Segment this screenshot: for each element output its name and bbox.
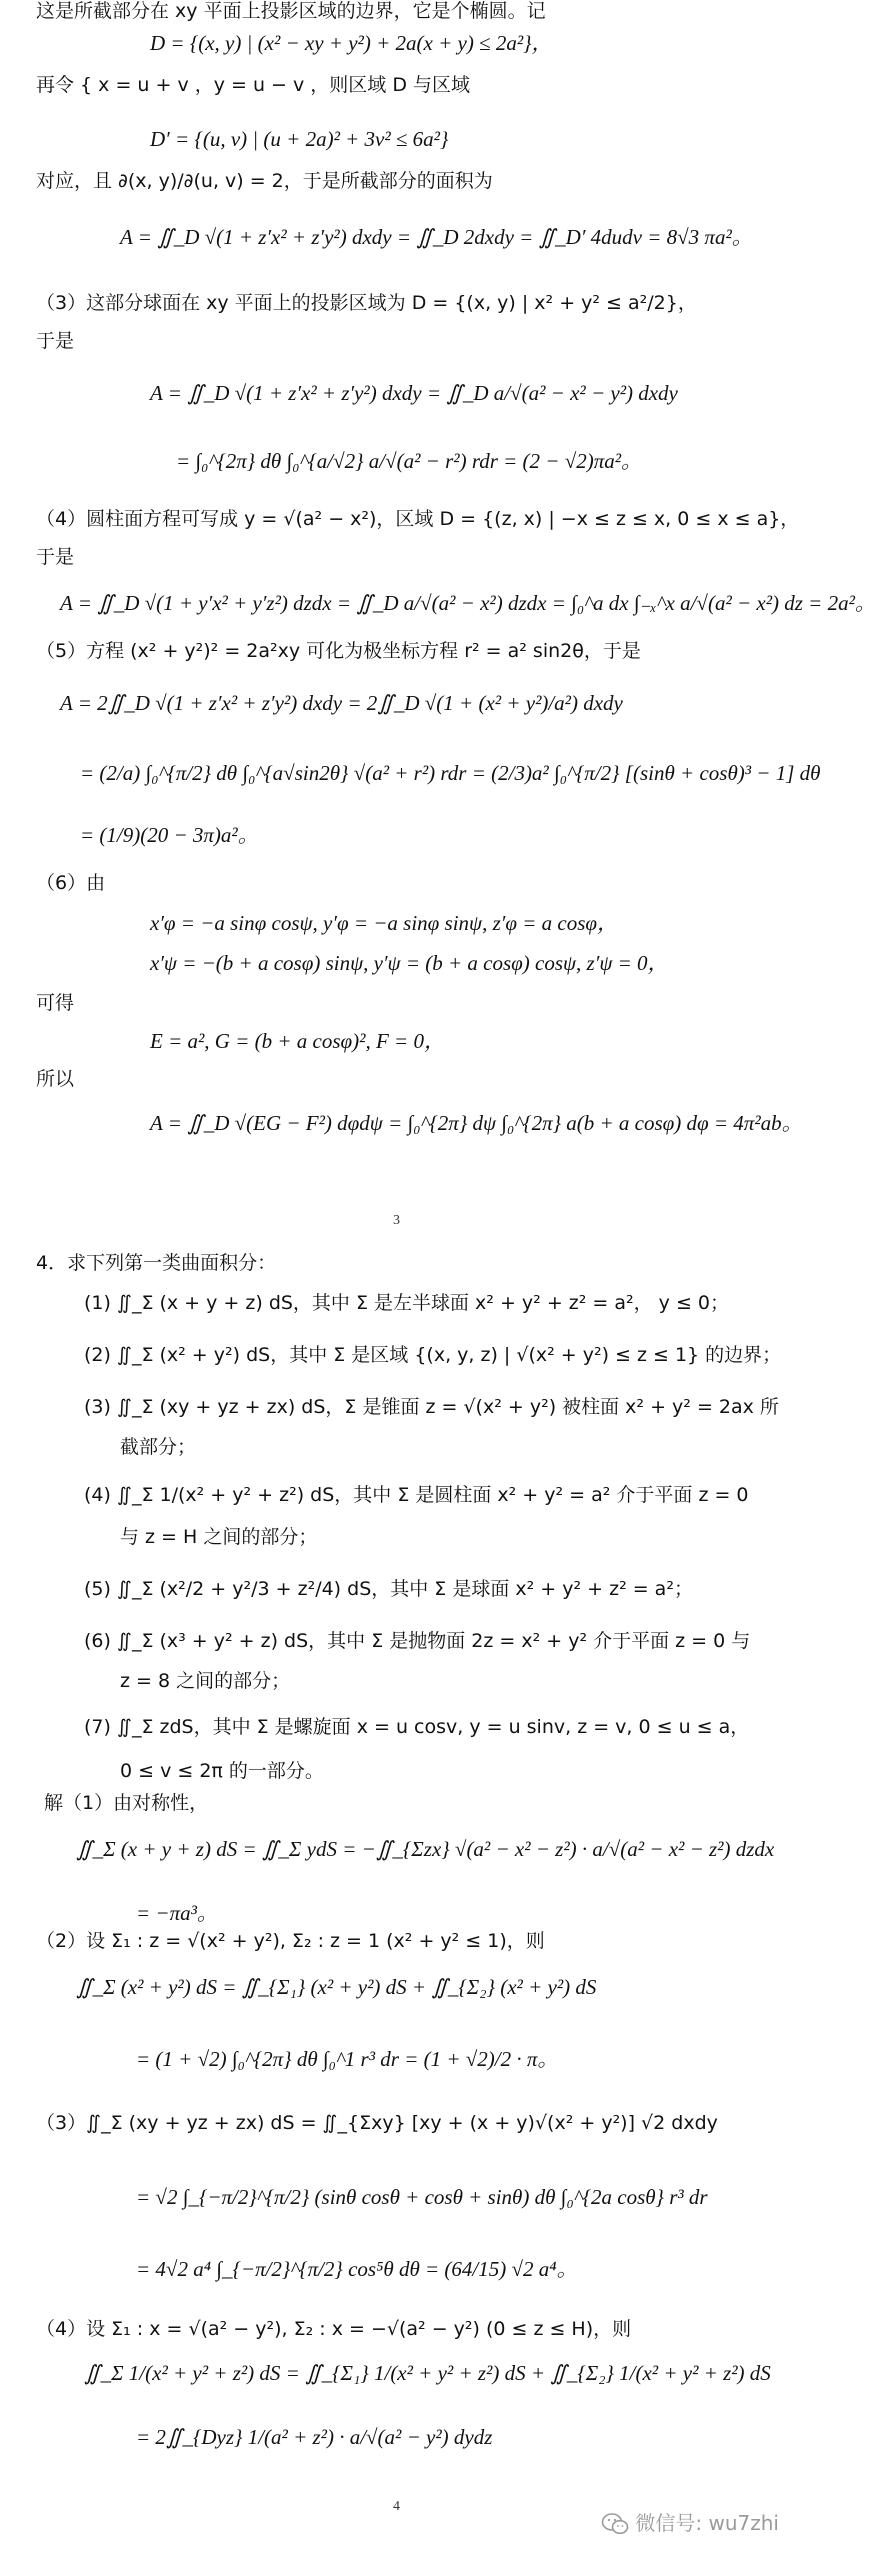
watermark-text: 微信号: wu7zhi: [635, 2511, 779, 2535]
page-number: 3: [393, 1213, 400, 1228]
text-line: = 4√2 a⁴ ∫_{−π/2}^{π/2} cos⁵θ dθ = (64/15) √2 a⁴。: [136, 2257, 578, 2281]
text-line: 这是所截部分在 xy 平面上投影区域的边界，它是个椭圆。记: [36, 0, 546, 22]
text-line: 0 ≤ v ≤ 2π 的一部分。: [120, 1760, 324, 1782]
text-line: D = {(x, y) | (x² − xy + y²) + 2a(x + y) ≤ 2a²}，: [150, 31, 553, 55]
text-line: x′ψ = −(b + a cosφ) sinψ, y′ψ = (b + a cosφ) cosψ, z′ψ = 0，: [150, 951, 669, 975]
text-line: （5）方程 (x² + y²)² = 2a²xy 可化为极坐标方程 r² = a² sin2θ，于是: [36, 640, 641, 662]
text-line: = (1 + √2) ∫₀^{2π} dθ ∫₀^1 r³ dr = (1 + √2)/2 · π。: [136, 2047, 559, 2071]
text-line: （3）这部分球面在 xy 平面上的投影区域为 D = {(x, y) | x² + y² ≤ a²/2}，: [36, 292, 697, 314]
text-line: （4）设 Σ₁ : x = √(a² − y²), Σ₂ : x = −√(a² − y²) (0 ≤ z ≤ H)，则: [36, 2318, 632, 2340]
text-line: 所以: [36, 1068, 75, 1090]
text-line: = (2/a) ∫₀^{π/2} dθ ∫₀^{a√sin2θ} √(a² + r²) rdr = (2/3)a² ∫₀^{π/2} [(sinθ + cosθ)³ − 1] dθ: [80, 761, 821, 785]
text-line: ∬_Σ (x + y + z) dS = ∬_Σ ydS = −∬_{Σzx} √(a² − x² − z²) · a/√(a² − x² − z²) dzdx: [76, 1837, 775, 1861]
text-line: 截部分；: [120, 1436, 197, 1458]
text-line: (2) ∬_Σ (x² + y²) dS，其中 Σ 是区域 {(x, y, z) | √(x² + y²) ≤ z ≤ 1} 的边界；: [84, 1344, 782, 1366]
text-line: 于是: [36, 330, 75, 352]
text-line: = √2 ∫_{−π/2}^{π/2} (sinθ cosθ + cosθ + sinθ) dθ ∫₀^{2a cosθ} r³ dr: [136, 2185, 708, 2209]
text-line: （3）∬_Σ (xy + yz + zx) dS = ∬_{Σxy} [xy + (x + y)√(x² + y²)] √2 dxdy: [36, 2112, 718, 2134]
wechat-icon: [601, 2512, 629, 2536]
text-line: 解（1）由对称性，: [44, 1792, 209, 1814]
text-line: E = a², G = (b + a cosφ)², F = 0，: [150, 1029, 445, 1053]
page-number: 4: [393, 2499, 400, 2514]
text-line: 可得: [36, 992, 75, 1014]
text-line: (5) ∬_Σ (x²/2 + y²/3 + z²/4) dS，其中 Σ 是球面 x² + y² + z² = a²；: [84, 1578, 693, 1600]
text-line: = (1/9)(20 − 3π)a²。: [80, 823, 259, 847]
text-line: (4) ∬_Σ 1/(x² + y² + z²) dS，其中 Σ 是圆柱面 x² + y² = a² 介于平面 z = 0: [84, 1484, 749, 1506]
text-line: ∬_Σ 1/(x² + y² + z²) dS = ∬_{Σ₁} 1/(x² + y² + z²) dS + ∬_{Σ₂} 1/(x² + y² + z²) dS: [84, 2361, 771, 2385]
text-line: A = ∬_D √(EG − F²) dφdψ = ∫₀^{2π} dψ ∫₀^{2π} a(b + a cosφ) dφ = 4π²ab。: [150, 1111, 803, 1135]
text-line: = 2∬_{Dyz} 1/(a² + z²) · a/√(a² − y²) dydz: [136, 2425, 493, 2449]
text-line: A = ∬_D √(1 + z′x² + z′y²) dxdy = ∬_D a/√(a² − x² − y²) dxdy: [150, 381, 678, 405]
text-line: A = ∬_D √(1 + z′x² + z′y²) dxdy = ∬_D 2dxdy = ∬_D′ 4dudv = 8√3 πa²。: [120, 225, 753, 249]
text-line: z = 8 之间的部分；: [120, 1670, 291, 1692]
text-line: （2）设 Σ₁ : z = √(x² + y²), Σ₂ : z = 1 (x² + y² ≤ 1)，则: [36, 1930, 545, 1952]
text-line: 4．求下列第一类曲面积分：: [36, 1252, 277, 1274]
text-line: = ∫₀^{2π} dθ ∫₀^{a/√2} a/√(a² − r²) rdr = (2 − √2)πa²。: [176, 449, 643, 473]
text-line: 对应，且 ∂(x, y)/∂(u, v) = 2，于是所截部分的面积为: [36, 170, 493, 192]
watermark: [601, 2511, 779, 2536]
text-line: (3) ∬_Σ (xy + yz + zx) dS，Σ 是锥面 z = √(x² + y²) 被柱面 x² + y² = 2ax 所: [84, 1396, 779, 1418]
text-line: （4）圆柱面方程可写成 y = √(a² − x²)，区域 D = {(z, x) | −x ≤ z ≤ x, 0 ≤ x ≤ a}，: [36, 508, 800, 530]
text-line: = −πa³。: [136, 1901, 218, 1925]
text-line: 于是: [36, 546, 75, 568]
text-line: D′ = {(u, v) | (u + 2a)² + 3v² ≤ 6a²}: [150, 127, 449, 151]
text-line: ∬_Σ (x² + y²) dS = ∬_{Σ₁} (x² + y²) dS + ∬_{Σ₂} (x² + y²) dS: [76, 1975, 597, 1999]
text-line: A = ∬_D √(1 + y′x² + y′z²) dzdx = ∬_D a/√(a² − x²) dzdx = ∫₀^a dx ∫₋ₓ^x a/√(a² − x²) dz = 2a²。: [60, 591, 876, 615]
text-line: x′φ = −a sinφ cosψ, y′φ = −a sinφ sinψ, z′φ = a cosφ，: [150, 911, 618, 935]
text-line: A = 2∬_D √(1 + z′x² + z′y²) dxdy = 2∬_D √(1 + (x² + y²)/a²) dxdy: [60, 691, 623, 715]
text-line: (7) ∬_Σ zdS，其中 Σ 是螺旋面 x = u cosv, y = u sinv, z = v, 0 ≤ u ≤ a，: [84, 1716, 750, 1738]
text-line: 与 z = H 之间的部分；: [120, 1526, 318, 1548]
text-line: (6) ∬_Σ (x³ + y² + z) dS，其中 Σ 是抛物面 2z = x² + y² 介于平面 z = 0 与: [84, 1630, 751, 1652]
text-line: （6）由: [36, 872, 106, 894]
text-line: (1) ∬_Σ (x + y + z) dS，其中 Σ 是左半球面 x² + y² + z² = a²， y ≤ 0；: [84, 1292, 729, 1314]
text-line: 再令 { x = u + v ，y = u − v ，则区域 D 与区域: [36, 74, 471, 96]
